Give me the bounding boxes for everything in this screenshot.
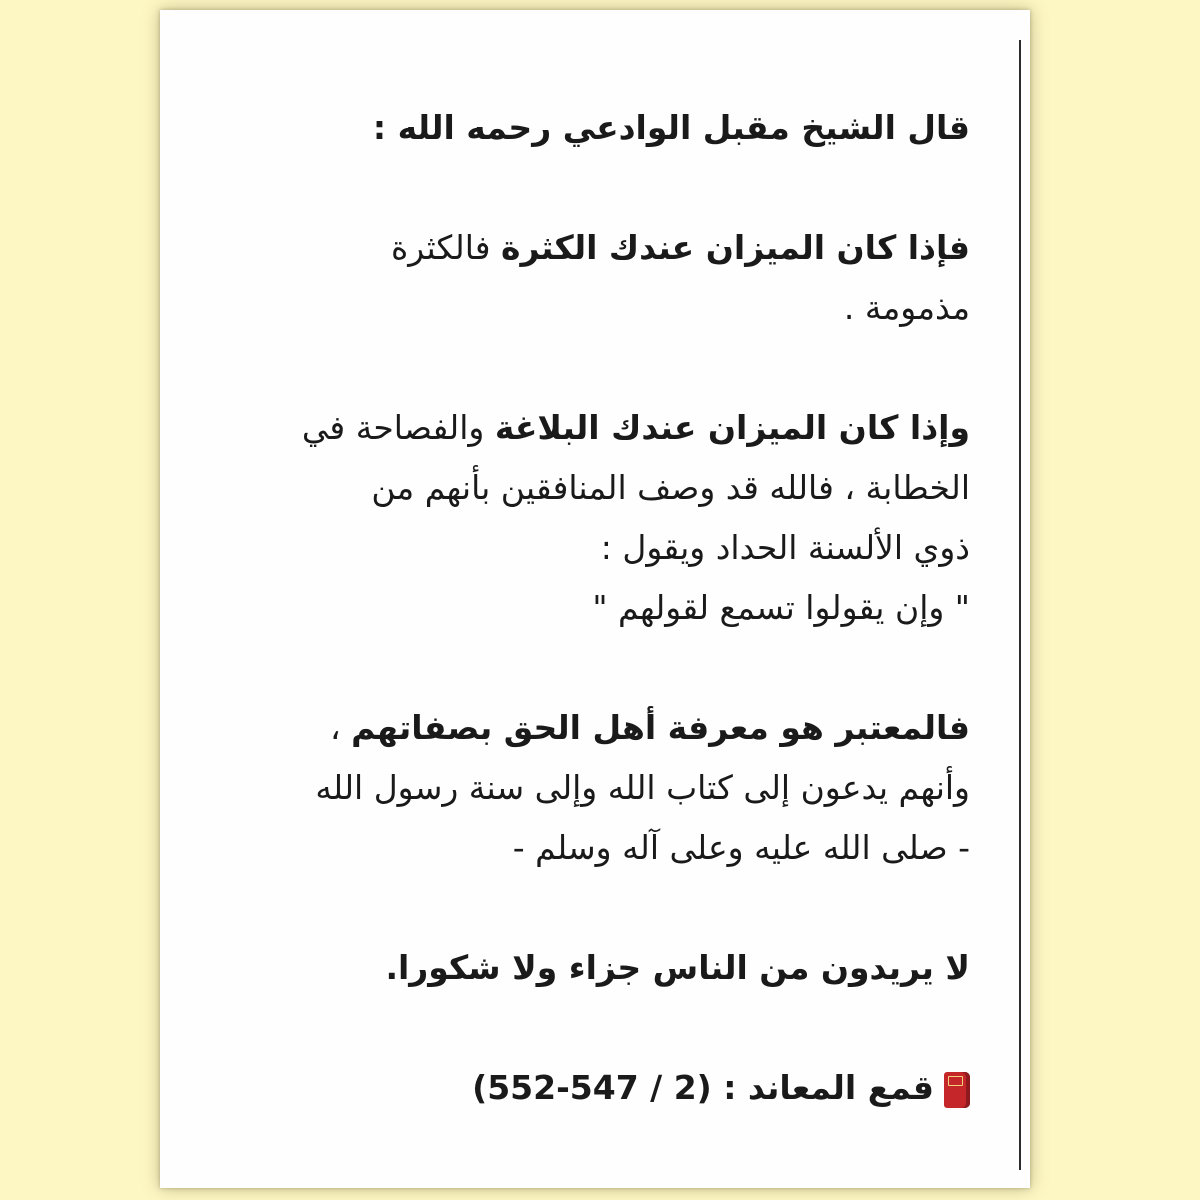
source-citation — [230, 1058, 970, 1118]
spacer — [230, 638, 970, 698]
paragraph-3-line-2: وأنهم يدعون إلى كتاب الله وإلى سنة رسول الله — [315, 768, 970, 807]
paragraph-2-line-3: ذوي الألسنة الحداد ويقول : — [600, 528, 970, 567]
paragraph-2-line-1 — [230, 398, 970, 458]
vertical-divider — [1019, 40, 1021, 1170]
paragraph-4: لا يريدون من الناس جزاء ولا شكورا. — [385, 948, 970, 987]
spacer — [230, 338, 970, 398]
paragraph-2-line-4: " وإن يقولوا تسمع لقولهم " — [592, 588, 970, 627]
paragraph-3-rest: ، — [330, 708, 352, 747]
paragraph-3-line-3: - صلى الله عليه وعلى آله وسلم - — [512, 828, 970, 867]
post-card — [160, 10, 1030, 1188]
book-icon — [944, 1072, 970, 1108]
paragraph-3-line-1 — [230, 698, 970, 758]
paragraph-1-bold: فإذا كان الميزان عندك الكثرة — [501, 228, 970, 267]
paragraph-1-rest: فالكثرة — [390, 228, 502, 267]
paragraph-2-rest: والفصاحة في — [301, 408, 495, 447]
quote-body — [230, 98, 970, 1118]
quote-intro: قال الشيخ مقبل الوادعي رحمه الله : — [372, 108, 970, 147]
source-text: قمع المعاند : (2 / 547-552) — [472, 1068, 934, 1107]
spacer — [230, 878, 970, 938]
spacer — [230, 158, 970, 218]
paragraph-3-bold: فالمعتبر هو معرفة أهل الحق بصفاتهم — [351, 708, 970, 747]
paragraph-2-bold: وإذا كان الميزان عندك البلاغة — [494, 408, 970, 447]
paragraph-1-line-1 — [230, 218, 970, 278]
spacer — [230, 998, 970, 1058]
paragraph-2-line-2: الخطابة ، فالله قد وصف المنافقين بأنهم من — [371, 468, 970, 507]
paragraph-1-line-2: مذمومة . — [843, 288, 970, 327]
